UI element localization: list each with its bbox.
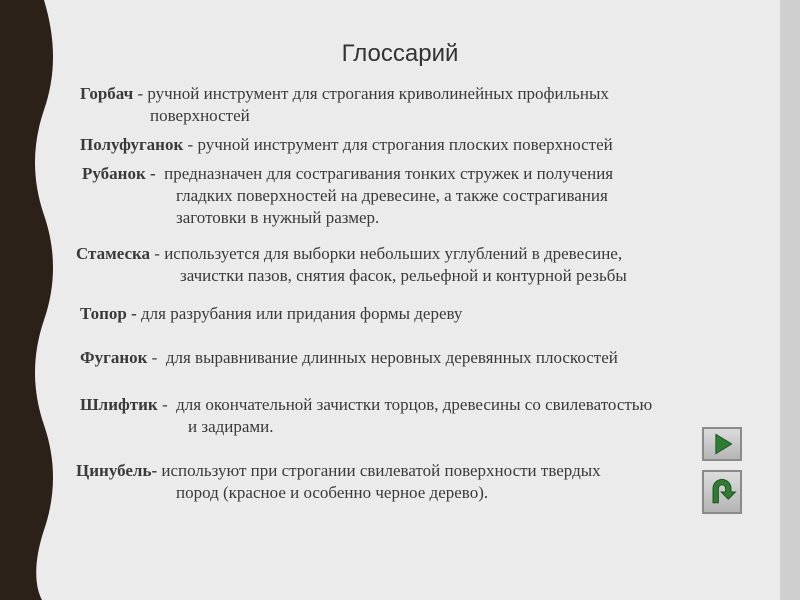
right-edge-bar	[780, 0, 800, 600]
glossary-term: Полуфуганок	[80, 135, 184, 154]
glossary-term: Стамеска	[76, 244, 151, 263]
glossary-entry-polufuganok: Полуфуганок - ручной инструмент для строгания плоских поверхностей	[80, 135, 613, 154]
glossary-definition: предназначен для сострагивания тонких стружек и получения	[164, 164, 614, 183]
glossary-entry-fuganok: Фуганок - для выравнивание длинных неровных деревянных плоскостей	[80, 348, 618, 367]
return-button[interactable]	[702, 470, 742, 514]
glossary-definition-continued: и задирами.	[188, 417, 274, 436]
glossary-definition: используется для выборки небольших углублений в древесине,	[164, 244, 623, 263]
glossary-definition: для разрубания или придания формы дереву	[141, 304, 463, 323]
glossary-entry-rubanok	[82, 163, 613, 229]
glossary-entry-tsinubel	[76, 460, 601, 504]
glossary-term: Топор -	[80, 304, 137, 323]
decorative-wave-border	[0, 0, 58, 600]
glossary-definition: для выравнивание длинных неровных деревянных плоскостей	[165, 348, 618, 367]
glossary-definition-continued: заготовки в нужный размер.	[176, 208, 380, 227]
glossary-definition: для окончательной зачистки торцов, древесины со свилеватостью	[176, 395, 653, 414]
play-arrow-icon	[704, 429, 740, 459]
glossary-definition: ручной инструмент для строгания плоских поверхностей	[197, 135, 613, 154]
slide-title: Глоссарий	[341, 40, 459, 67]
glossary-term: Цинубель-	[76, 461, 158, 480]
glossary-definition-continued: зачистки пазов, снятия фасок, рельефной и контурной резьбы	[180, 266, 627, 285]
glossary-term: Фуганок	[80, 348, 148, 367]
u-turn-arrow-icon	[704, 472, 740, 512]
glossary-entry-gorbach: Горбач - ручной инструмент для строгания криволинейных профильных поверхностей	[80, 84, 609, 125]
glossary-term: Рубанок -	[82, 164, 156, 183]
glossary-term: Шлифтик	[80, 395, 158, 414]
glossary-entry-topor	[80, 303, 462, 325]
glossary-entry-stameska: Стамеска - используется для выборки небольших углублений в древесине, зачистки пазов, снятия фасок, рельефной и контурной резьбы	[76, 244, 627, 285]
glossary-definition-continued: пород (красное и особенно черное дерево).	[176, 483, 489, 502]
glossary-definition: используют при строгании свилеватой поверхности твердых	[161, 461, 601, 480]
glossary-entry-shliftik: Шлифтик - для окончательной зачистки торцов, древесины со свилеватостью и задирами.	[80, 395, 653, 436]
glossary-definition: ручной инструмент для строгания криволинейных профильных	[147, 84, 609, 103]
glossary-term: Горбач	[80, 84, 134, 103]
glossary-definition-continued: поверхностей	[150, 106, 250, 125]
glossary-definition-continued: гладких поверхностей на древесине, а также сострагивания	[176, 186, 608, 205]
next-slide-button[interactable]	[702, 427, 742, 461]
